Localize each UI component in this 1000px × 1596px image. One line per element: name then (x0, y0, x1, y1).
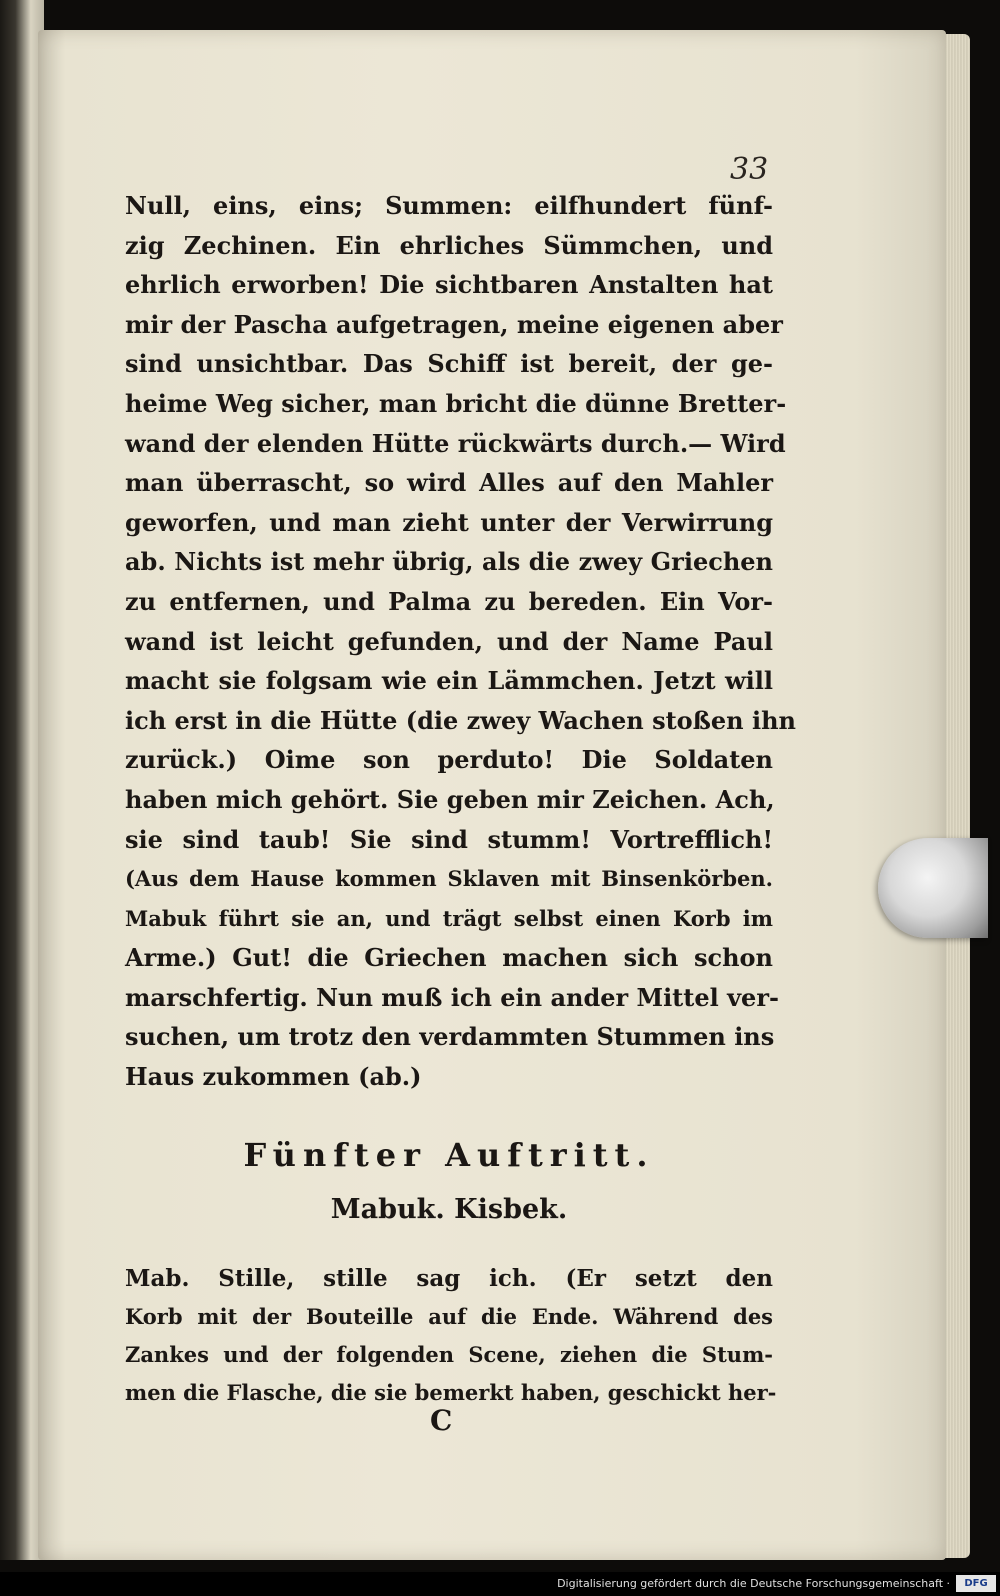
text-line: mir der Pascha aufgetragen, meine eigenen aber (125, 309, 783, 339)
text-line: geworfen, und man zieht unter der Verwirrung (125, 507, 773, 537)
funding-credit: Digitalisierung gefördert durch die Deutsche Forschungsgemeinschaft · (557, 1577, 950, 1590)
page-number: 33 (730, 152, 769, 187)
text-line: ehrlich erworben! Die sichtbaren Anstalten hat (125, 270, 773, 300)
page-clip (878, 838, 988, 938)
text-line: sie sind taub! Sie sind stumm! Vortrefflich! (125, 824, 773, 854)
scene-characters: Mabuk. Kisbek. (330, 1194, 568, 1225)
text-line: Zankes und der folgenden Scene, ziehen die Stum- (125, 1342, 773, 1367)
signature-mark: C (430, 1404, 453, 1437)
text-line: Mab. Stille, stille sag ich. (Er setzt den (125, 1265, 773, 1292)
text-line: ich erst in die Hütte (die zwey Wachen stoßen ihn (125, 705, 796, 735)
text-line: Arme.) Gut! die Griechen machen sich schon (125, 943, 773, 973)
scene-heading: Fünfter Auftritt. (243, 1136, 655, 1174)
text-line: haben mich gehört. Sie geben mir Zeichen. Ach, (125, 784, 775, 814)
footer-bar (0, 1572, 1000, 1596)
text-line: men die Flasche, die sie bemerkt haben, geschickt her- (125, 1380, 777, 1405)
text-line: macht sie folgsam wie ein Lämmchen. Jetzt will (125, 666, 773, 696)
text-line: sind unsichtbar. Das Schiff ist bereit, der ge- (125, 349, 773, 379)
text-line: zu entfernen, und Palma zu bereden. Ein Vor- (125, 586, 773, 616)
text-line: suchen, um trotz den verdammten Stummen ins (125, 1022, 775, 1052)
dfg-logo-badge: DFG (956, 1575, 996, 1592)
main-paragraph (125, 186, 796, 1097)
scene-paragraph (125, 1260, 777, 1412)
text-line: Haus zukommen (ab.) (125, 1062, 422, 1092)
text-line: ab. Nichts ist mehr übrig, als die zwey Griechen (125, 547, 773, 577)
text-line: zig Zechinen. Ein ehrliches Sümmchen, und (125, 230, 773, 260)
text-line: man überrascht, so wird Alles auf den Mahler (125, 468, 773, 498)
text-line: wand ist leicht gefunden, und der Name Paul (125, 626, 773, 656)
stage-direction-line: Mabuk führt sie an, und trägt selbst einen Korb im (125, 905, 773, 931)
text-line: zurück.) Oime son perduto! Die Soldaten (125, 745, 773, 775)
text-line: Null, eins, eins; Summen: eilfhundert fünf- (125, 191, 773, 220)
text-line: heime Weg sicher, man bricht die dünne Bretter- (125, 388, 787, 418)
text-line: marschfertig. Nun muß ich ein ander Mittel ver- (125, 982, 779, 1012)
text-line: Korb mit der Bouteille auf die Ende. Während des (125, 1304, 773, 1329)
text-line: wand der elenden Hütte rückwärts durch.— Wird (125, 428, 786, 458)
stage-direction-line: (Aus dem Hause kommen Sklaven mit Binsenkörben. (125, 866, 773, 892)
